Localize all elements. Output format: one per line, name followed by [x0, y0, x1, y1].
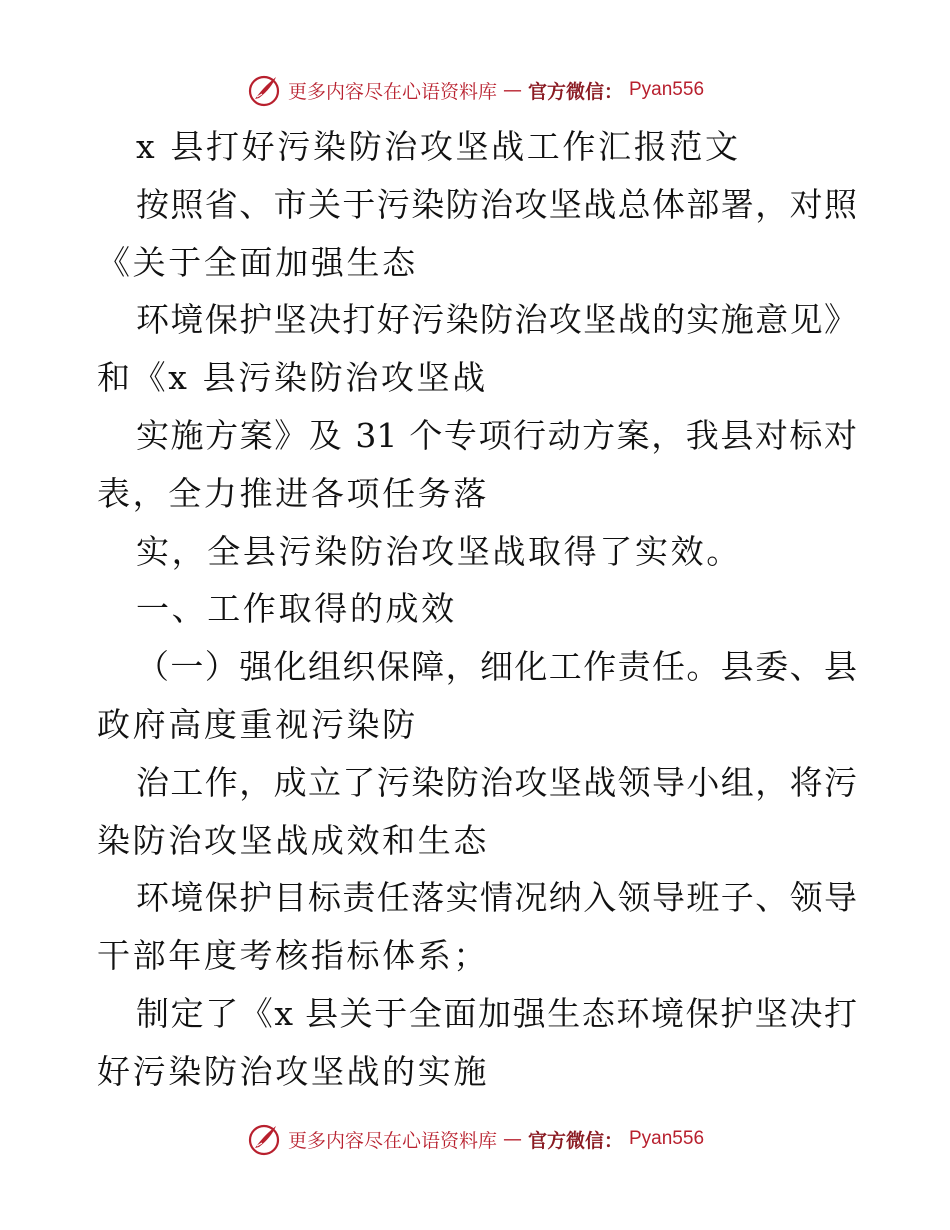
footer-watermark [0, 1121, 950, 1157]
paragraph-line: 好污染防治攻坚战的实施 [97, 1051, 490, 1091]
paragraph-line: 干部年度考核指标体系； [97, 936, 490, 976]
paragraph-line: （一）强化组织保障，细化工作责任。县委、县 [136, 647, 857, 687]
watermark-id: Pyan556 [629, 79, 705, 100]
quill-pen-logo-icon [246, 72, 282, 108]
watermark-text: 更多内容尽在心语资料库 [287, 1129, 497, 1152]
paragraph-line: 实，全县污染防治攻坚战取得了实效。 [136, 531, 742, 571]
watermark-label: 官方微信： [527, 1129, 623, 1152]
paragraph-line: 环境保护坚决打好污染防治攻坚战的实施意见》 [136, 300, 857, 340]
paragraph-line: 环境保护目标责任落实情况纳入领导班子、领导 [136, 878, 857, 918]
document-body [97, 118, 857, 1101]
paragraph-line: 治工作，成立了污染防治攻坚战领导小组，将污 [136, 762, 857, 802]
document-title: x 县打好污染防治攻坚战工作汇报范文 [136, 127, 741, 166]
header-watermark [0, 72, 950, 108]
paragraph-line: 按照省、市关于污染防治攻坚战总体部署，对照 [136, 184, 857, 224]
watermark-separator: — [502, 79, 522, 101]
paragraph-line: 《关于全面加强生态 [97, 242, 418, 282]
section-heading: 一、工作取得的成效 [136, 589, 457, 629]
paragraph-line: 政府高度重视污染防 [97, 704, 418, 744]
quill-pen-logo-icon [246, 1121, 282, 1157]
paragraph-line: 制定了《x 县关于全面加强生态环境保护坚决打 [136, 993, 857, 1033]
paragraph-line: 表，全力推进各项任务落 [97, 473, 490, 513]
watermark-label: 官方微信： [527, 80, 623, 103]
watermark-text: 更多内容尽在心语资料库 [287, 80, 497, 103]
watermark-id: Pyan556 [629, 1128, 705, 1149]
paragraph-line: 实施方案》及 31 个专项行动方案，我县对标对 [136, 415, 857, 455]
paragraph-line: 和《x 县污染防治攻坚战 [97, 358, 488, 398]
paragraph-line: 染防治攻坚战成效和生态 [97, 820, 490, 860]
watermark-separator: — [502, 1128, 522, 1150]
